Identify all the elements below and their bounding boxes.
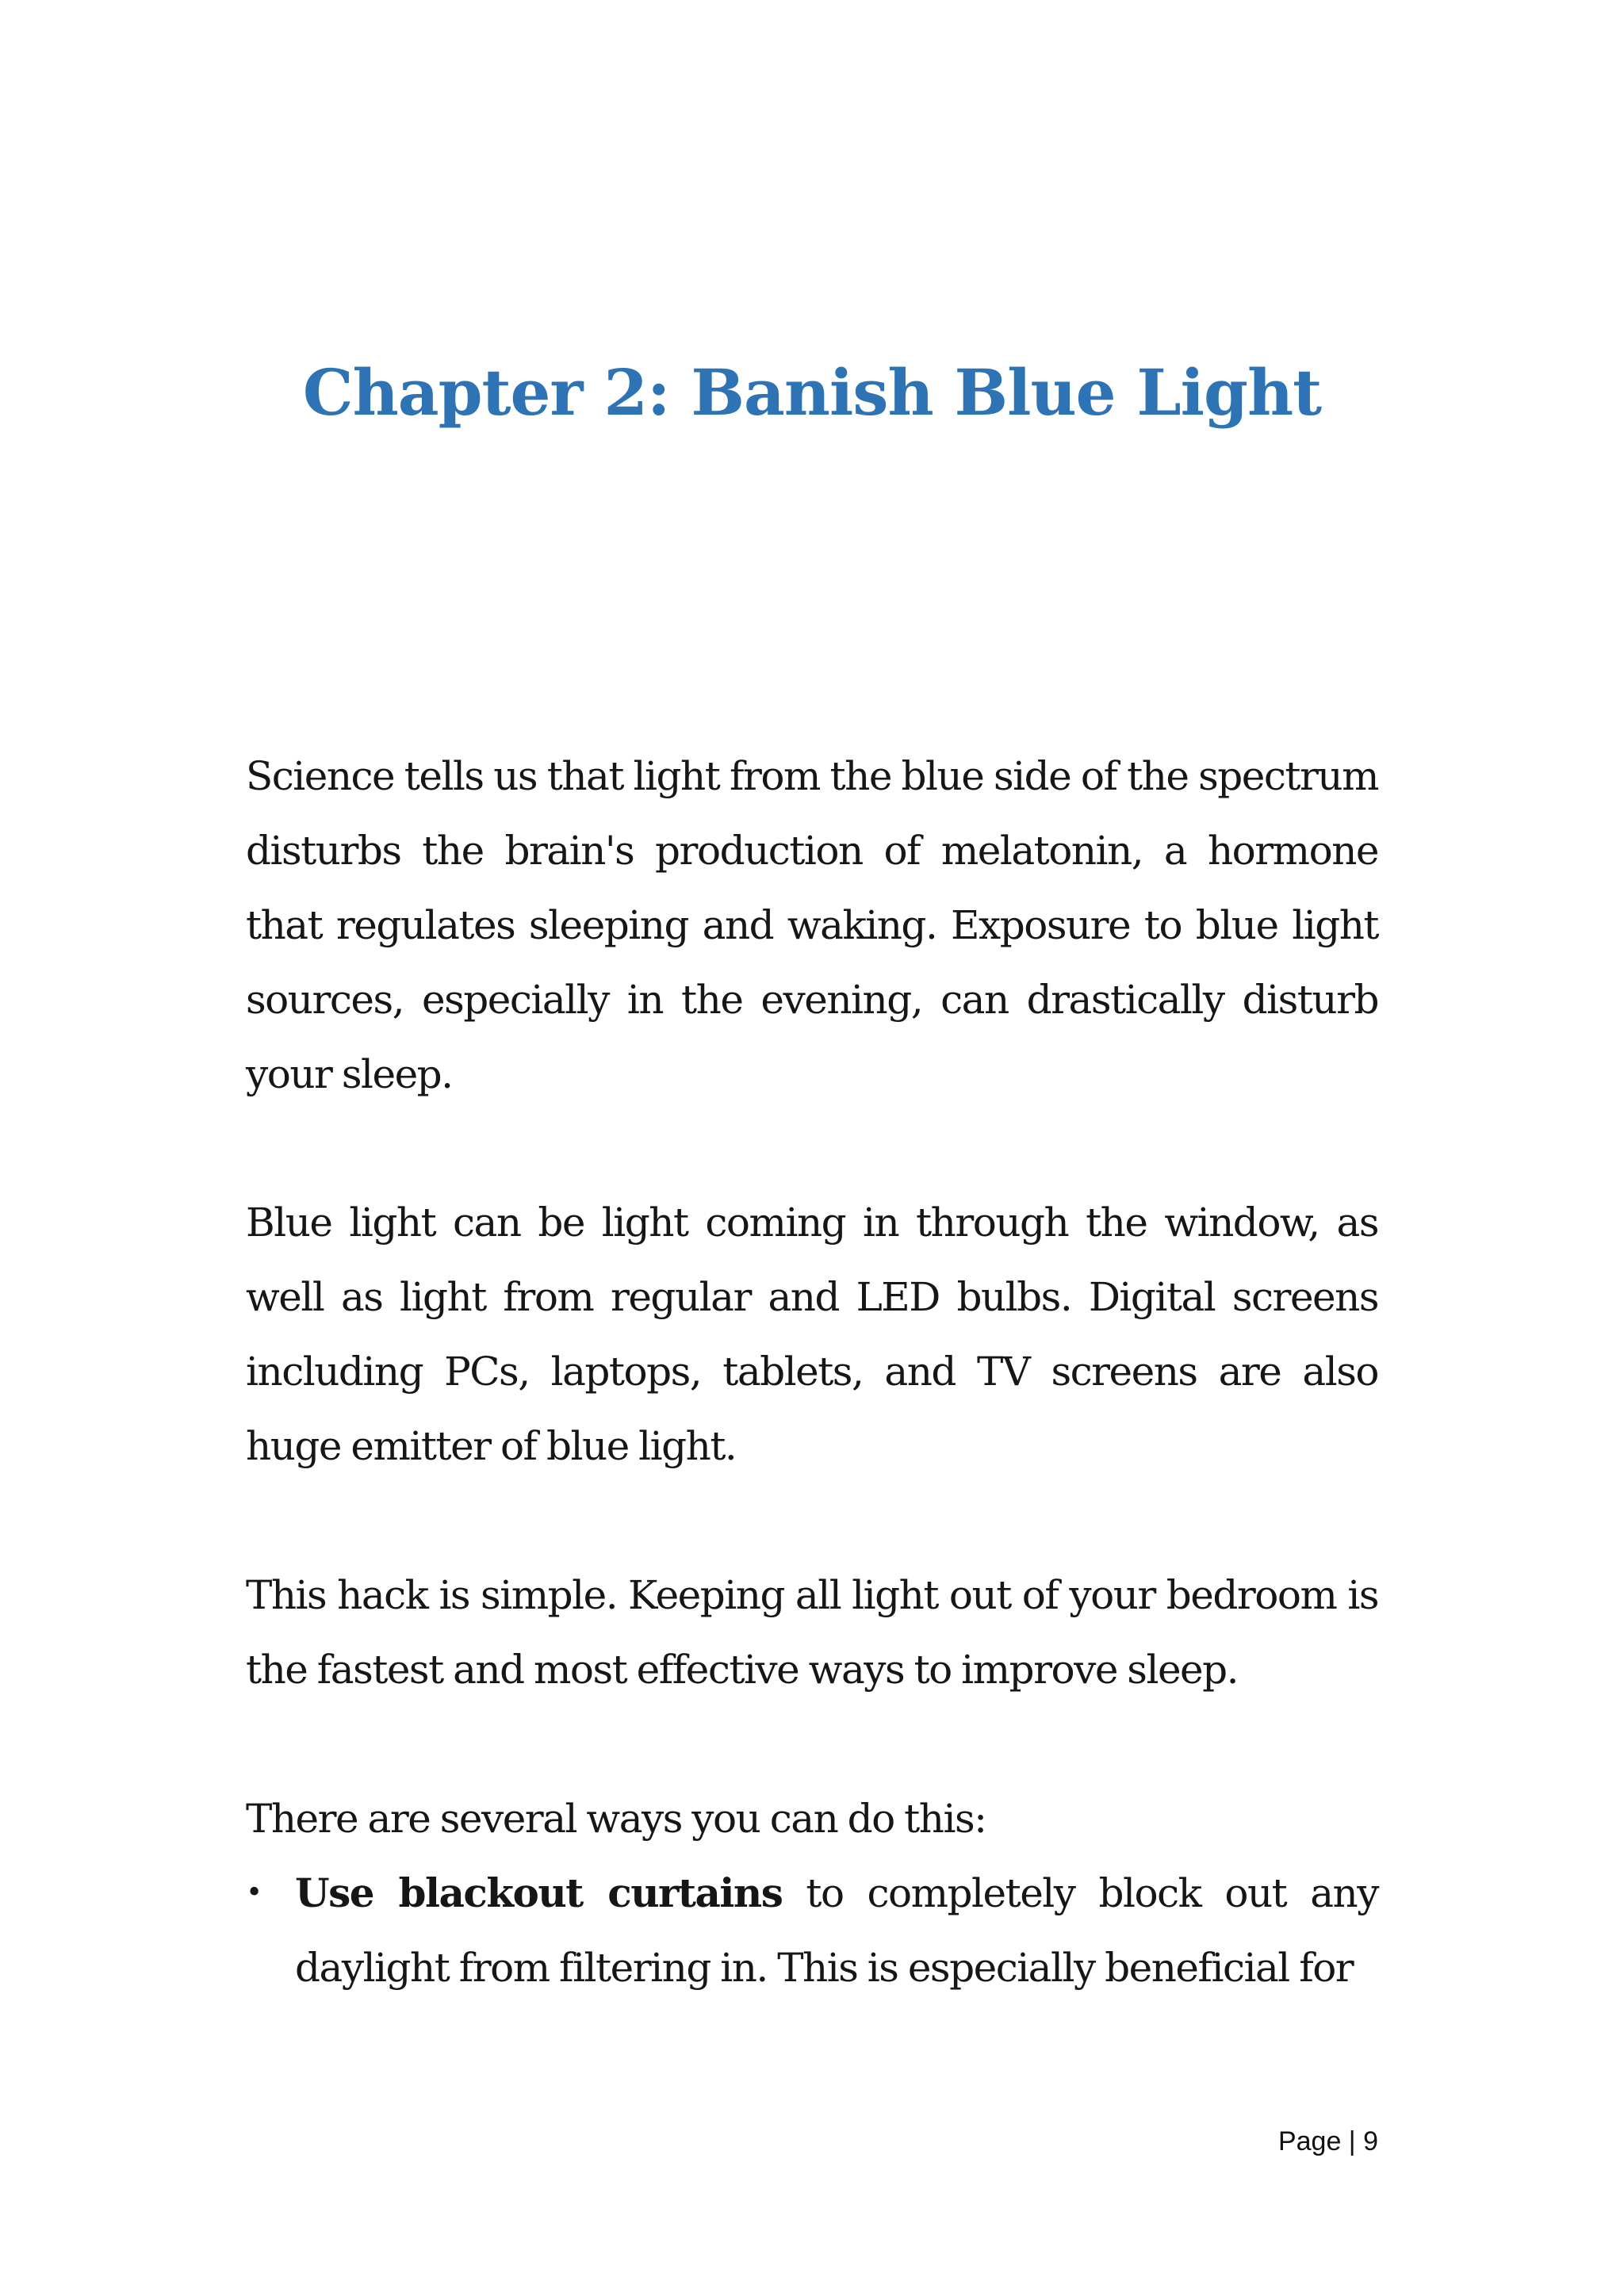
page-number: Page | 9 — [1277, 2126, 1378, 2156]
paragraph-hack-simple: This hack is simple. Keeping all light out of your bedroom is the fastest and most effective ways to improve sleep. — [246, 1572, 1378, 1693]
list-item — [246, 1856, 1378, 2005]
bullet-icon: • — [246, 1877, 262, 1909]
tips-list — [246, 1856, 1378, 2005]
bullet-text: to completely block out any daylight from filtering in. This is especially beneficial for — [295, 1870, 1378, 1991]
paragraph-ways-intro: There are several ways you can do this: — [246, 1796, 986, 1842]
paragraph-blue-light-sources: Blue light can be light coming in through the window, as well as light from regular and LED bulbs. Digital screens including PCs, laptops, tablets, and TV screens are also huge emitter of blue light. — [246, 1200, 1378, 1469]
paragraph-blue-light-science: Science tells us that light from the blue side of the spectrum disturbs the brain's production of melatonin, a hormone that regulates sleeping and waking. Exposure to blue light sources, especially in the evening, can drastically disturb your sleep. — [246, 753, 1378, 1097]
bullet-bold-lead: Use blackout curtains — [295, 1869, 783, 1916]
chapter-title: Chapter 2: Banish Blue Light — [302, 355, 1322, 430]
